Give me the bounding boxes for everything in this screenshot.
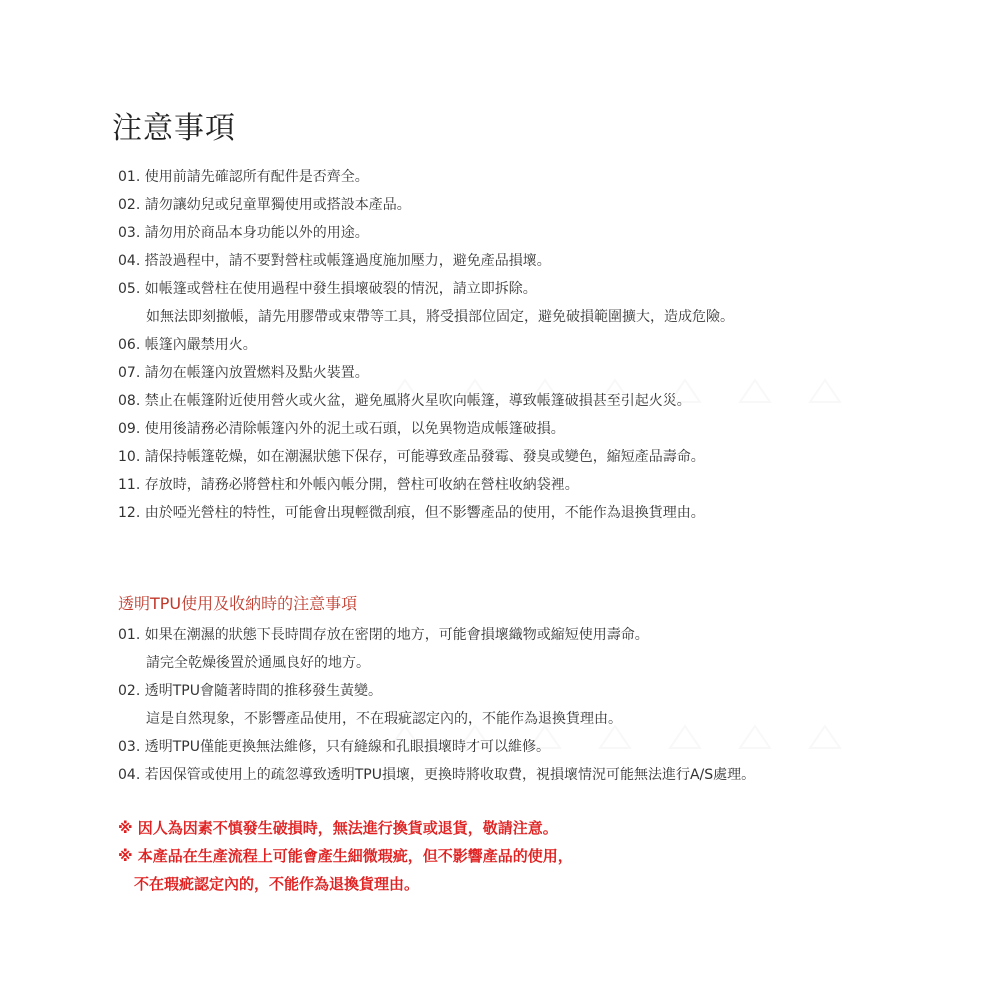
list-item: 04. 若因保管或使用上的疏忽導致透明TPU損壞，更換時將收取費，視損壞情況可能無法進行A/S處理。 <box>118 767 756 783</box>
list-item: 06. 帳篷內嚴禁用火。 <box>118 337 257 353</box>
page-title: 注意事項 <box>112 111 236 146</box>
warning-note-continuation: 不在瑕疵認定內的，不能作為退換貨理由。 <box>134 875 420 893</box>
warning-notes <box>118 818 573 902</box>
list-item: 08. 禁止在帳篷附近使用營火或火盆，避免風將火星吹向帳篷，導致帳篷破損甚至引起火災。 <box>118 393 691 409</box>
tpu-section-title: 透明TPU使用及收納時的注意事項 <box>118 594 358 613</box>
list-item: 07. 請勿在帳篷內放置燃料及點火裝置。 <box>118 365 369 381</box>
precautions-list <box>118 168 734 532</box>
list-item-continuation: 這是自然現象，不影響產品使用，不在瑕疵認定內的，不能作為退換貨理由。 <box>146 711 622 727</box>
list-item: 02. 透明TPU會隨著時間的推移發生黃變。 <box>118 683 382 699</box>
list-item: 03. 透明TPU僅能更換無法維修，只有縫線和孔眼損壞時才可以維修。 <box>118 739 550 755</box>
list-item: 04. 搭設過程中，請不要對營柱或帳篷過度施加壓力，避免產品損壞。 <box>118 253 551 269</box>
list-item: 11. 存放時，請務必將營柱和外帳內帳分開，營柱可收納在營柱收納袋裡。 <box>118 477 579 493</box>
list-item-continuation: 請完全乾燥後置於通風良好的地方。 <box>146 655 370 671</box>
warning-note: ※ 本產品在生產流程上可能會產生細微瑕疵，但不影響產品的使用， <box>118 847 573 865</box>
list-item: 01. 使用前請先確認所有配件是否齊全。 <box>118 169 369 185</box>
tpu-precautions-list <box>118 626 755 794</box>
list-item: 12. 由於啞光營柱的特性，可能會出現輕微刮痕，但不影響產品的使用，不能作為退換貨理由。 <box>118 505 705 521</box>
list-item: 01. 如果在潮濕的狀態下長時間存放在密閉的地方，可能會損壞織物或縮短使用壽命。 <box>118 627 649 643</box>
warning-note: ※ 因人為因素不慎發生破損時，無法進行換貨或退貨，敬請注意。 <box>118 819 558 837</box>
list-item: 10. 請保持帳篷乾燥，如在潮濕狀態下保存，可能導致產品發霉、發臭或變色，縮短產品壽命。 <box>118 449 705 465</box>
list-item: 02. 請勿讓幼兒或兒童單獨使用或搭設本產品。 <box>118 197 411 213</box>
list-item-continuation: 如無法即刻撤帳，請先用膠帶或束帶等工具，將受損部位固定，避免破損範圍擴大，造成危險。 <box>146 309 734 325</box>
list-item: 09. 使用後請務必清除帳篷內外的泥土或石頭，以免異物造成帳篷破損。 <box>118 421 565 437</box>
list-item: 03. 請勿用於商品本身功能以外的用途。 <box>118 225 369 241</box>
list-item: 05. 如帳篷或營柱在使用過程中發生損壞破裂的情況，請立即拆除。 <box>118 281 537 297</box>
